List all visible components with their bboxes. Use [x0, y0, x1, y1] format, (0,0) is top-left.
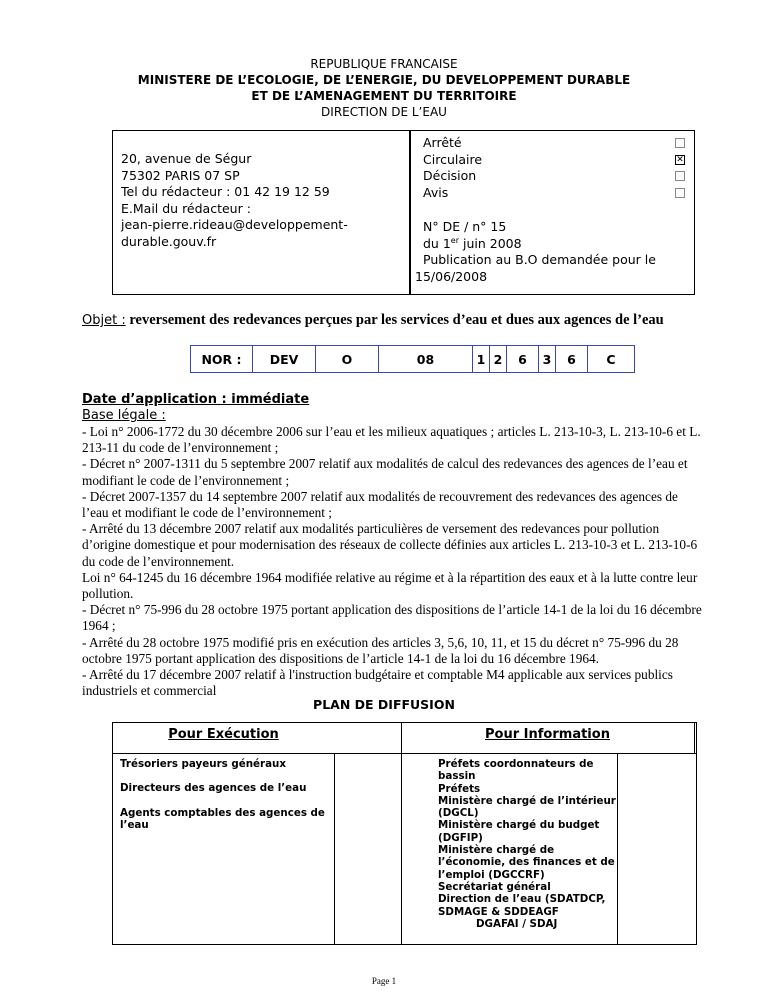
execution-list	[120, 758, 325, 831]
header-republique: REPUBLIQUE FRANCAISE	[310, 57, 458, 71]
legal-item: - Arrêté du 28 octobre 1975 modifié pris en exécution des articles 3, 5,6, 10, 11, et 15 du décret n° 75-996 du 28 octobre 1975 portant application des dispositions de l’article 14-1 de la loi du 16 décembre 1964.	[82, 634, 679, 666]
address-email-1: jean-pierre.rideau@developpement-	[121, 217, 348, 232]
legal-item: - Arrêté du 13 décembre 2007 relatif aux modalités particulières de versement des redevances pour pollution d’origine domestique et pour modernisation des réseaux de collecte définies aux articles L. 213-10-3 et L. 213-10-6 du code de l’environnement.	[82, 521, 698, 569]
page-number: Page 1	[371, 976, 397, 986]
objet-line	[82, 312, 664, 329]
date-application: Date d’application : immédiate	[82, 392, 310, 407]
table-divider	[334, 754, 335, 944]
nor-cell: 08	[379, 346, 473, 372]
table-divider	[401, 723, 402, 944]
information-item: Préfets coordonnateurs de bassin	[438, 758, 594, 783]
information-list	[438, 758, 618, 930]
nor-code	[190, 345, 635, 373]
legal-item: - Décret n° 2007-1311 du 5 septembre 2007 relatif aux modalités de calcul des redevances des agences de l’eau et modifiant le code de l’environnement ;	[82, 456, 688, 488]
legal-item: Loi n° 64-1245 du 16 décembre 1964 modifiée relative au régime et à la répartition des eaux et à la lutte contre leur pollution.	[82, 569, 698, 602]
checkbox-avis[interactable]	[675, 188, 685, 198]
nor-cell: 2	[490, 346, 507, 372]
information-item: Préfets	[438, 782, 481, 795]
header-amenagement: ET DE L’AMENAGEMENT DU TERRITOIRE	[251, 89, 517, 103]
table-header-line	[113, 753, 696, 754]
nor-cell: 3	[539, 346, 556, 372]
doc-type-decision	[423, 168, 685, 185]
reference-publication: Publication au B.O demandée pour le	[423, 252, 656, 267]
info-box-divider	[409, 131, 411, 294]
execution-item: Agents comptables des agences de l’eau	[120, 806, 325, 831]
execution-item: Trésoriers payeurs généraux	[120, 758, 287, 770]
information-title: Pour Information	[485, 727, 610, 742]
address-email-label: E.Mail du rédacteur :	[121, 200, 251, 216]
nor-cell: 6	[556, 346, 588, 372]
legal-item: - Arrêté du 17 décembre 2007 relatif à l'instruction budgétaire et comptable M4 applicable aux services publics industriels et commercial	[82, 667, 673, 699]
checkbox-decision[interactable]	[675, 171, 685, 181]
doc-type-arrete	[423, 135, 685, 152]
doc-type-list	[423, 135, 685, 201]
plan-title: PLAN DE DIFFUSION	[313, 697, 455, 712]
address-street: 20, avenue de Ségur	[121, 151, 252, 166]
table-divider	[694, 723, 695, 754]
nor-cell: C	[606, 351, 616, 367]
information-item: Direction de l’eau (SDATDCP, SDMAGE & SDDEAGF	[438, 893, 606, 918]
legal-item: - Loi n° 2006-1772 du 30 décembre 2006 sur l’eau et les milieux aquatiques ; articles L. 213-10-3, L. 213-10-6 et L. 213-11 du code de l’environnement ;	[82, 424, 701, 456]
header-ministere: MINISTERE DE L’ECOLOGIE, DE L’ENERGIE, DU DEVELOPPEMENT DURABLE	[137, 73, 631, 87]
doc-type-label: Décision	[423, 168, 477, 183]
execution-item: Directeurs des agences de l’eau	[120, 782, 307, 795]
address-city: 75302 PARIS 07 SP	[121, 167, 240, 183]
checkbox-circulaire[interactable]: ✕	[676, 154, 684, 165]
reference-block	[415, 219, 690, 285]
nor-cell: O	[316, 346, 379, 372]
execution-title: Pour Exécution	[168, 727, 279, 742]
checkbox-arrete[interactable]	[675, 138, 685, 148]
doc-type-label: Circulaire	[423, 151, 483, 167]
base-legale-list	[82, 424, 702, 699]
address-phone: Tel du rédacteur : 01 42 19 12 59	[121, 184, 330, 199]
info-box	[112, 130, 695, 295]
information-item: DGAFAI / SDAJ	[476, 917, 558, 930]
objet-text: reversement des redevances perçues par les services d’eau et dues aux agences de l’eau	[125, 312, 664, 328]
reference-date: du 1er juin 2008	[423, 235, 522, 251]
diffusion-table	[112, 722, 697, 945]
address-block	[121, 151, 348, 250]
header-direction: DIRECTION DE L’EAU	[321, 105, 447, 119]
objet-label: Objet :	[82, 313, 126, 328]
base-legale-label: Base légale :	[82, 408, 166, 423]
doc-type-label: Arrêté	[423, 135, 462, 150]
nor-cell-label: NOR :	[191, 346, 253, 372]
information-item: Secrétariat général	[438, 880, 551, 893]
legal-item: - Décret n° 75-996 du 28 octobre 1975 portant application des dispositions de l’article 14-1 de la loi du 16 décembre 1964 ;	[82, 602, 702, 634]
nor-cell: 6	[507, 346, 539, 372]
information-item: Ministère chargé de l’intérieur (DGCL)	[438, 794, 616, 820]
reference-publication-date: 15/06/2008	[415, 268, 488, 284]
nor-cell: 1	[473, 346, 490, 372]
information-item: Ministère chargé du budget (DGFIP)	[438, 819, 600, 844]
address-email-2: durable.gouv.fr	[121, 233, 217, 249]
reference-number: N° DE / n° 15	[423, 219, 507, 234]
doc-type-avis	[423, 185, 685, 202]
doc-type-circulaire	[423, 152, 685, 169]
information-item: Ministère chargé de l’économie, des finances et de l’emploi (DGCCRF)	[438, 844, 615, 881]
doc-type-label: Avis	[423, 184, 449, 200]
legal-item: - Décret 2007-1357 du 14 septembre 2007 relatif aux modalités de recouvrement des redevances des agences de l’eau et modifiant le code de l’environnement ;	[82, 488, 678, 521]
nor-cell: DEV	[253, 346, 316, 372]
